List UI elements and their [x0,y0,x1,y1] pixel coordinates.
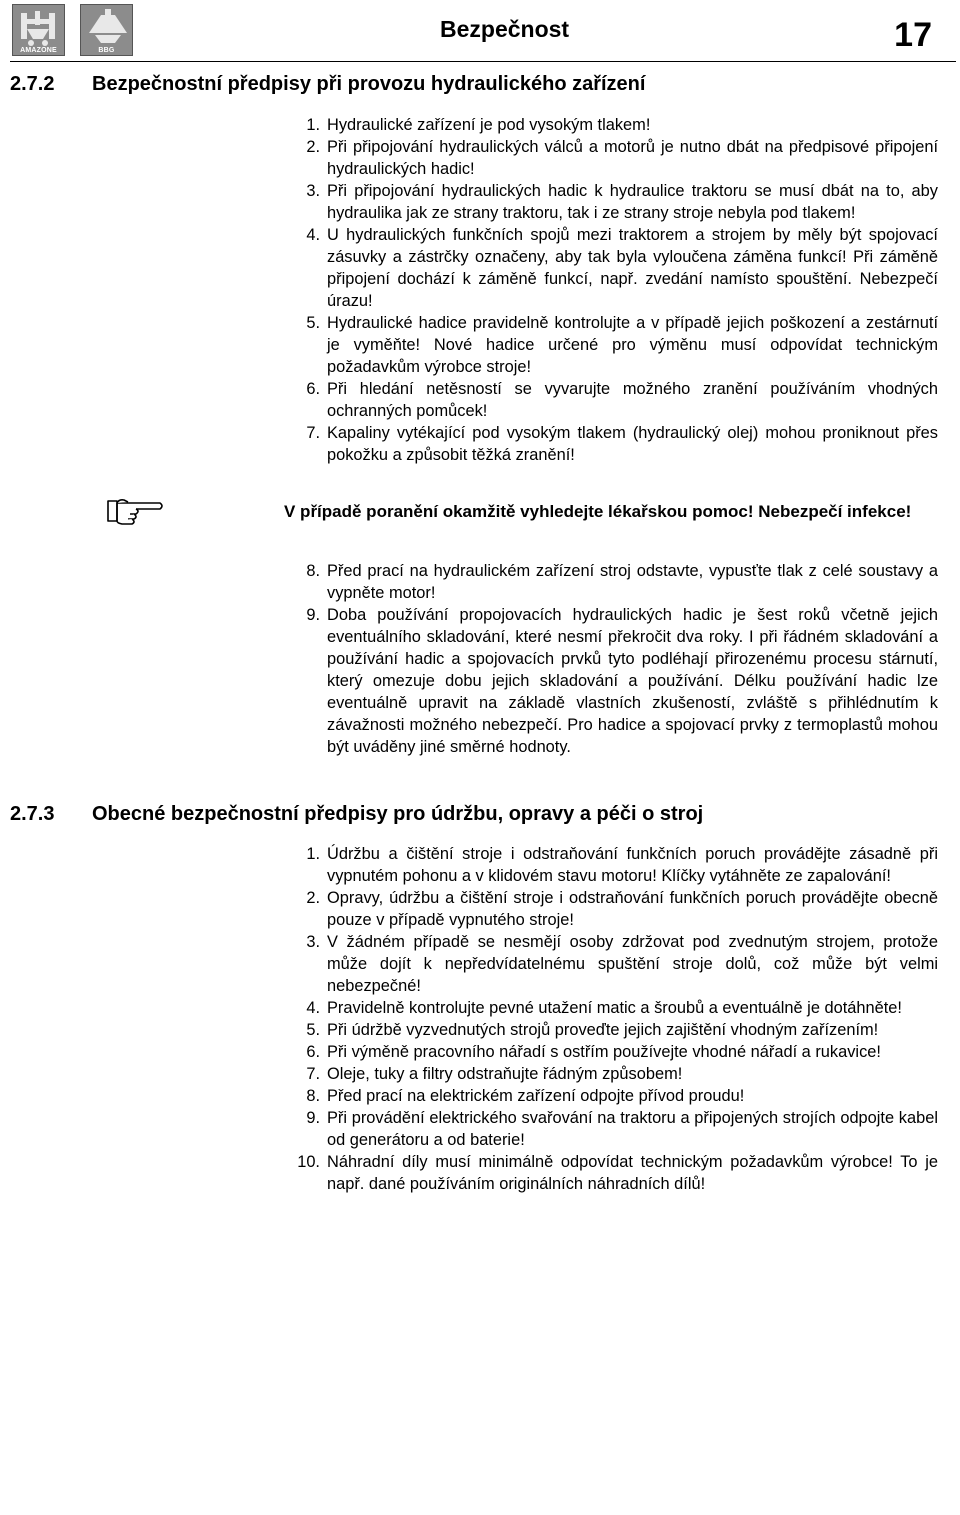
list-item [286,1019,938,1041]
page-title: Bezpečnost [440,16,570,42]
list-item [286,1107,938,1151]
amazone-logo-text: AMAZONE [20,47,57,54]
list-item [286,378,938,422]
item-text: Před prací na elektrickém zařízení odpojte přívod proudu! [327,1087,745,1105]
item-number: 6. [306,380,320,398]
item-number: 9. [306,1109,320,1127]
item-number: 6. [306,1043,320,1061]
list-item [286,1151,938,1195]
item-text: Při výměně pracovního nářadí s ostřím používejte vhodné nářadí a rukavice! [327,1043,881,1061]
pointing-hand-icon [106,493,166,529]
item-text: Před prací na hydraulickém zařízení stroj odstavte, vypusťte tlak z celé soustavy a vypněte motor! [327,562,938,602]
list-item [286,887,938,931]
item-number: 7. [306,1065,320,1083]
item-text: Náhradní díly musí minimálně odpovídat technickým požadavkům výrobce! To je např. dané používáním originálních náhradních dílů! [327,1153,938,1193]
item-number: 3. [306,933,320,951]
page-header [10,4,956,64]
list-item [286,1063,938,1085]
item-text: Při připojování hydraulických hadic k hydraulice traktoru se musí dbát na to, aby hydraulika jak ze strany traktoru, tak i ze strany stroje nebyla pod tlakem! [327,182,938,222]
item-number: 7. [306,424,320,442]
amazone-logo [12,4,65,56]
item-number: 4. [306,999,320,1017]
list-item [286,997,938,1019]
bbg-logo-text: BBG [98,47,115,54]
item-text: Hydraulické zařízení je pod vysokým tlakem! [327,116,651,134]
section-heading-hydraulics [10,73,645,96]
hydraulics-rules-list [286,114,938,466]
section-number: 2.7.2 [10,73,55,95]
section-number: 2.7.3 [10,803,55,825]
item-number: 8. [306,562,320,580]
item-text: Při údržbě vyzvednutých strojů proveďte jejich zajištění vhodným zařízením! [327,1021,879,1039]
item-number: 4. [306,226,320,244]
list-item [286,224,938,312]
item-text: Při hledání netěsností se vyvarujte možného zranění používáním vhodných ochranných pomůcek! [327,380,938,420]
list-item [286,931,938,997]
section-heading-maintenance [10,803,703,826]
list-item [286,1085,938,1107]
item-text: Pravidelně kontrolujte pevné utažení matic a šroubů a eventuálně je dotáhněte! [327,999,902,1017]
item-text: Oleje, tuky a filtry odstraňujte řádným způsobem! [327,1065,683,1083]
hydraulics-rules-list-continued [286,560,938,758]
section-title: Obecné bezpečnostní předpisy pro údržbu, opravy a péči o stroj [92,803,704,825]
list-item [286,312,938,378]
item-text: Kapaliny vytékající pod vysokým tlakem (hydraulický olej) mohou proniknout přes pokožku a způsobit těžká zranění! [327,424,938,464]
item-text: Hydraulické hadice pravidelně kontrolujte a v případě jejich poškození a zestárnutí je vyměňte! Nové hadice určené pro výměnu musí odpovídat technickým požadavkům výrobce stroje! [327,314,938,376]
item-text: Při provádění elektrického svařování na traktoru a připojených strojích odpojte kabel od generátoru a od baterie! [327,1109,938,1149]
list-item [286,843,938,887]
list-item [286,114,938,136]
item-number: 3. [306,182,320,200]
item-text: V žádném případě se nesmějí osoby zdržovat pod zvednutým strojem, protože může dojít k nepředvídatelnému spuštění stroje dolů, což může být velmi nebezpečné! [327,933,938,995]
item-number: 5. [306,314,320,332]
item-number: 2. [306,138,320,156]
item-number: 5. [306,1021,320,1039]
item-number: 8. [306,1087,320,1105]
item-number: 10. [297,1153,320,1171]
maintenance-rules-list [286,843,938,1195]
list-item [286,1041,938,1063]
list-item [286,180,938,224]
list-item [286,422,938,466]
list-item [286,560,938,604]
item-text: Opravy, údržbu a čištění stroje i odstraňování funkčních poruch provádějte obecně pouze v případě vypnutého stroje! [327,889,938,929]
list-item [286,604,938,758]
item-text: Při připojování hydraulických válců a motorů je nutno dbát na předpisové připojení hydraulických hadic! [327,138,938,178]
bbg-logo [80,4,133,56]
item-number: 2. [306,889,320,907]
item-number: 1. [306,845,320,863]
item-number: 9. [306,606,320,624]
header-divider [10,61,956,62]
section-title: Bezpečnostní předpisy při provozu hydraulického zařízení [92,73,646,95]
item-number: 1. [306,116,320,134]
injury-warning: V případě poranění okamžitě vyhledejte lékařskou pomoc! Nebezpečí infekce! [284,502,912,521]
list-item [286,136,938,180]
item-text: U hydraulických funkčních spojů mezi traktorem a strojem by měly být spojovací zásuvky a zástrčky označeny, aby tak byla vyloučena záměna funkcí! Při záměně připojení dochází k záměně funkcí, např. zvedání namísto spouštění. Nebezpečí úrazu! [327,226,938,310]
item-text: Doba používání propojovacích hydraulických hadic je šest roků včetně jejich eventuálního skladování, které nesmí překročit dva roky. I při řádném skladování a používání hadic a spojovacích prvků tyto podléhají přirozenému procesu stárnutí, který omezuje dobu jejich skladování a používání. Délku používání hadic lze eventuálně upravit na základě vlastních zkušeností, zvláště s přihlédnutím k závažnosti možného nebezpečí. Pro hadice a spojovací prvky z termoplastů mohou být uváděny jiné směrné hodnoty. [327,606,938,756]
page-number: 17 [894,16,932,54]
item-text: Údržbu a čištění stroje i odstraňování funkčních poruch provádějte zásadně při vypnutém pohonu a v klidovém stavu motoru! Klíčky vytáhněte ze zapalování! [327,845,938,885]
